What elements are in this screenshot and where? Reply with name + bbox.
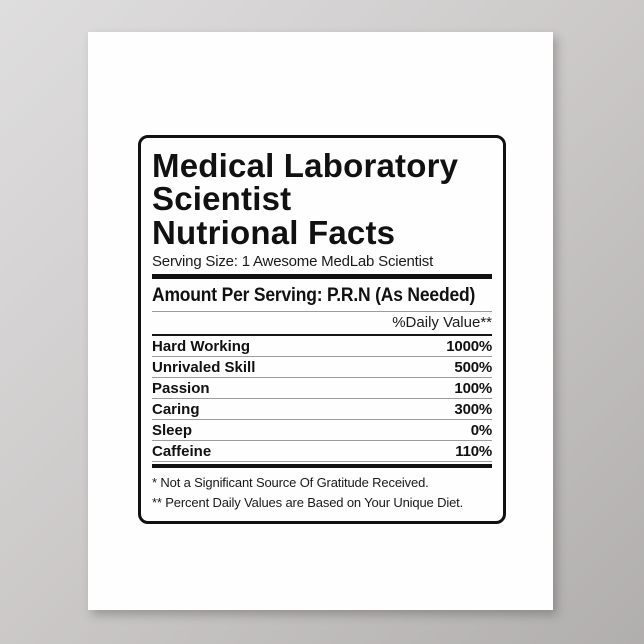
nutrition-label (138, 135, 506, 524)
footnote-2: ** Percent Daily Values are Based on Your Unique Diet. (152, 494, 464, 510)
title-line-1: Medical Laboratory (152, 147, 459, 184)
table-row (152, 441, 492, 462)
thick-divider-top (152, 274, 492, 279)
row-label: Caring (152, 401, 200, 419)
poster (88, 32, 553, 610)
row-label: Passion (152, 380, 210, 398)
table-row (152, 357, 492, 378)
table-row (152, 336, 492, 357)
row-value: 300% (454, 401, 492, 419)
table-row (152, 399, 492, 420)
title-line-2: Scientist (152, 180, 292, 218)
daily-value-header: %Daily Value** (392, 313, 492, 331)
row-value: 100% (454, 380, 492, 398)
row-value: 500% (454, 359, 492, 377)
footnotes (152, 473, 492, 512)
row-value: 0% (470, 422, 492, 440)
table-row (152, 420, 492, 441)
row-label: Unrivaled Skill (152, 359, 256, 377)
row-label: Hard Working (152, 338, 251, 356)
thick-divider-bottom (152, 464, 492, 468)
serving-size-text: Serving Size: 1 Awesome MedLab Scientist (152, 252, 434, 270)
title-line-3: Nutrional Facts (152, 213, 396, 251)
footnote-1: * Not a Significant Source Of Gratitude Received. (152, 475, 429, 491)
label-title (152, 149, 492, 249)
row-label: Sleep (152, 422, 193, 440)
amount-per-serving-text: Amount Per Serving: P.R.N (As Needed) (152, 284, 476, 306)
row-value: 1000% (446, 338, 492, 356)
table-row (152, 378, 492, 399)
row-value: 110% (455, 443, 492, 461)
row-label: Caffeine (152, 443, 212, 461)
